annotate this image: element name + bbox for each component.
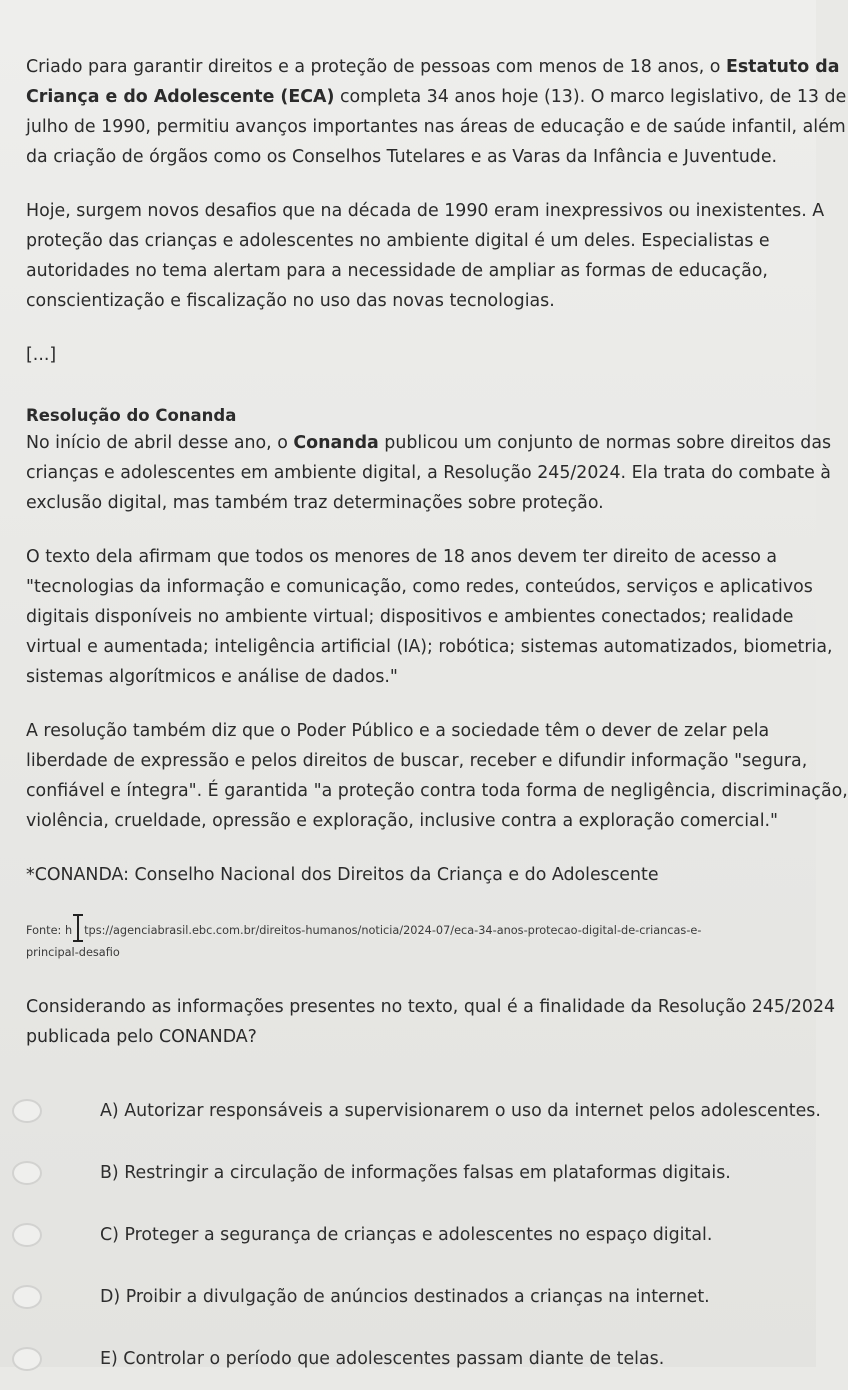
text-line: "tecnologias da informação e comunicação, como redes, conteúdos, serviços e aplicativos <box>26 577 813 597</box>
radio-button-e[interactable] <box>12 1347 42 1371</box>
option-c[interactable] <box>26 1204 812 1266</box>
answer-options <box>26 1080 821 1390</box>
option-label: E) Controlar o período que adolescentes passam diante de telas. <box>100 1349 665 1369</box>
paragraph-text-access <box>26 542 833 692</box>
article-content <box>26 52 848 1390</box>
text-line <box>26 428 832 458</box>
footnote-block <box>26 860 812 890</box>
paragraph-intro <box>26 52 847 172</box>
bold-term: Criança e do Adolescente (ECA) <box>26 87 335 107</box>
question-line: publicada pelo CONANDA? <box>26 1027 257 1047</box>
option-label: C) Proteger a segurança de crianças e adolescentes no espaço digital. <box>100 1225 713 1245</box>
text-line: confiável e íntegra". É garantida "a proteção contra toda forma de negligência, discriminação, <box>26 781 848 801</box>
text-span: Criado para garantir direitos e a proteção de pessoas com menos de 18 anos, o <box>26 57 726 77</box>
radio-button-c[interactable] <box>12 1223 42 1247</box>
footnote: *CONANDA: Conselho Nacional dos Direitos da Criança e do Adolescente <box>26 865 659 885</box>
question <box>26 992 836 1052</box>
paragraph-resolution <box>26 404 832 518</box>
radio-button-b[interactable] <box>12 1161 42 1185</box>
option-label: D) Proibir a divulgação de anúncios destinados a crianças na internet. <box>100 1287 710 1307</box>
paragraph-public-power <box>26 716 848 836</box>
bold-term: Estatuto da <box>725 57 840 77</box>
source-citation <box>26 914 812 964</box>
ellipsis-block <box>26 340 812 370</box>
source-line <box>26 914 812 942</box>
section-heading: Resolução do Conanda <box>26 406 237 425</box>
option-a[interactable] <box>26 1080 821 1142</box>
text-line: conscientização e fiscalização no uso das novas tecnologias. <box>26 291 555 311</box>
text-line: digitais disponíveis no ambiente virtual; dispositivos e ambientes conectados; realidade <box>26 607 794 627</box>
text-line: julho de 1990, permitiu avanços importantes nas áreas de educação e de saúde infantil, além <box>26 117 846 137</box>
text-line: liberdade de expressão e pelos direitos de buscar, receber e difundir informação "segura, <box>26 751 808 771</box>
text-line: O texto dela afirmam que todos os menores de 18 anos devem ter direito de acesso a <box>26 547 778 567</box>
bold-term: Conanda <box>293 433 379 453</box>
option-d[interactable] <box>26 1266 812 1328</box>
radio-button-d[interactable] <box>12 1285 42 1309</box>
text-line: autoridades no tema alertam para a necessidade de ampliar as formas de educação, <box>26 261 768 281</box>
source-link[interactable]: tps://agenciabrasil.ebc.com.br/direitos-humanos/noticia/2024-07/eca-34-anos-protecao-digital-de-criancas-e- <box>84 924 702 937</box>
text-cursor-icon <box>73 914 83 942</box>
ellipsis: [...] <box>26 345 57 365</box>
text-line: exclusão digital, mas também traz determinações sobre proteção. <box>26 493 604 513</box>
paragraph-challenges <box>26 196 825 316</box>
text-line: crianças e adolescentes em ambiente digital, a Resolução 245/2024. Ela trata do combate à <box>26 463 831 483</box>
text-line: virtual e aumentada; inteligência artificial (IA); robótica; sistemas automatizados, biometria, <box>26 637 833 657</box>
option-e[interactable] <box>26 1328 812 1390</box>
text-line: violência, crueldade, opressão e exploração, inclusive contra a exploração comercial." <box>26 811 779 831</box>
text-line: Hoje, surgem novos desafios que na década de 1990 eram inexpressivos ou inexistentes. A <box>26 201 825 221</box>
source-link-continued[interactable]: principal-desafio <box>26 946 120 959</box>
radio-button-a[interactable] <box>12 1099 42 1123</box>
text-span: No início de abril desse ano, o <box>26 433 294 453</box>
text-line: A resolução também diz que o Poder Público e a sociedade têm o dever de zelar pela <box>26 721 770 741</box>
option-label: A) Autorizar responsáveis a supervisionarem o uso da internet pelos adolescentes. <box>100 1101 821 1121</box>
text-line: proteção das crianças e adolescentes no ambiente digital é um deles. Especialistas e <box>26 231 770 251</box>
text-line <box>26 82 847 112</box>
option-b[interactable] <box>26 1142 812 1204</box>
question-line: Considerando as informações presentes no texto, qual é a finalidade da Resolução 245/2024 <box>26 997 836 1017</box>
source-prefix: Fonte: h <box>26 924 73 937</box>
text-span: completa 34 anos hoje (13). O marco legislativo, de 13 de <box>334 87 847 107</box>
option-label: B) Restringir a circulação de informações falsas em plataformas digitais. <box>100 1163 731 1183</box>
text-line: sistemas algorítmicos e análise de dados." <box>26 667 398 687</box>
text-line: da criação de órgãos como os Conselhos Tutelares e as Varas da Infância e Juventude. <box>26 147 778 167</box>
text-line <box>26 52 840 82</box>
text-span: publicou um conjunto de normas sobre direitos das <box>378 433 832 453</box>
